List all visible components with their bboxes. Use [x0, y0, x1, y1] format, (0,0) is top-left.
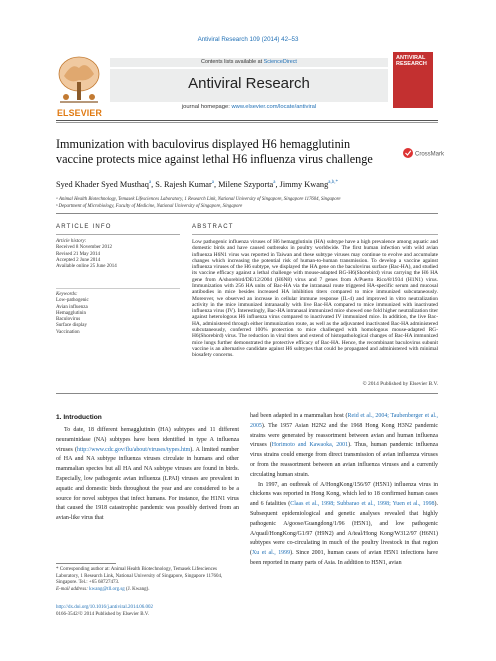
homepage-link[interactable]: www.elsevier.com/locate/antiviral	[231, 104, 317, 110]
affiliation-a: ᵃ Animal Health Biotechnology, Temasek Lifesciences Laboratory, 1 Research Link, National University of Singapore, Singapore 117604, Singapore	[56, 197, 341, 202]
author-name[interactable]: Syed Khader Syed Musthaq	[56, 180, 149, 189]
abstract-text: Low pathogenic influenza viruses of H6 hemagglutinin (HA) subtype have a high prevalence among aquatic and domestic birds and have caused outbreaks in poultry worldwide. The first human infection with wild avian influenza H6N1 virus was reported in Taiwan and these subtype viruses may continue to evolve and accumulate changes which increasing the potential risk of human-to-human transmission. To develop a vaccine against influenza viruses of the H6 subtype, we displayed the HA gene on the baculovirus surface (Bac-HA), and studied its vaccine efficacy against a lethal challenge with mouse-adapted RG-H6(Shorebird) virus carrying the H6 HA gene from A/shorebird/DE/12/2004 (H6N8) virus and 7 genes from A/Puerto Rico/8/1934 (H1N1) virus. Immunization with 256 HA units of Bac-HA via the intranasal route triggered HA-specific serum and mucosal antibodies in mice besides increased HA inhibition titers compared to mice immunized subcutaneously. Moreover, we observed an increase in cellular immune response (IL-4) and improved in vitro neutralization activity in the mice immunized intranasally with live Bac-HA compared to mice immunized with inactivated influenza virus (IV). Interestingly, Bac-HA intranasal immunized mice showed one fold higher neutralization titer against heterologous H6 influenza virus compared to inactivated IV immunized mice. In addition, the live Bac-HA, administered through either immunization route, as well as the adjuvanted inactivated Bac-HA administered subcutaneously, conferred 100% protection to mice challenged with homologous mouse-adapted RG-H6(Shorebird) virus. The reduction in viral titers and extend of histopathological changes of Bac-HA immunized mice lungs further demonstrated the protective efficacy of Bac-HA. Hence, the recombinant baculovirus subunit vaccine is an alternative candidate against H6 subtypes that could be propagated and administered with minimal biosafety concerns.	[192, 239, 438, 359]
author-list: Syed Khader Syed Musthaq$^a$, S. Rajesh Kumar$^a$, Milene Szyporta$^a$, Jimmy Kwang$^{a,b,*}$	[56, 180, 338, 189]
issn-line: 0166-3542/© 2014 Published by Elsevier B.V.	[56, 611, 150, 617]
history-item: Accepted 2 June 2014	[56, 257, 101, 263]
intro-paragraph-continued	[250, 412, 438, 481]
introduction-heading: 1. Introduction	[56, 414, 102, 421]
body-column-right	[250, 412, 438, 569]
doi-block	[56, 605, 239, 618]
elsevier-tree-logo	[52, 52, 107, 108]
journal-title: Antiviral Research	[188, 75, 310, 92]
keywords	[56, 292, 180, 336]
journal-citation[interactable]: Antiviral Research 109 (2014) 42–53	[197, 36, 299, 43]
keywords-rule	[56, 288, 180, 289]
keywords-label: Keywords:	[56, 292, 78, 297]
sciencedirect-link[interactable]: ScienceDirect	[263, 59, 297, 65]
journal-homepage	[110, 104, 388, 110]
reference-link[interactable]: Reid et al., 2004; Taubenberger et al., 2005	[250, 413, 438, 429]
author-affil-mark: a	[273, 180, 276, 186]
keyword: Low-pathogenic	[56, 298, 89, 304]
history-label: Article history:	[56, 239, 87, 244]
email-suffix: (J. Kwang).	[124, 586, 150, 592]
header-rule-thin	[56, 122, 438, 123]
contents-prefix: Contents lists available at	[201, 59, 264, 65]
paragraph-text: ). Thus, human pandemic influenza virus strains could emerge from direct transmission of avian influenza viruses or from the reassortment between an avian influenza viruses and a currently circulating human strain.	[250, 442, 438, 478]
email-link[interactable]: kwang@tll.org.sg	[89, 586, 125, 592]
reference-link[interactable]: Horimoto and Kawaoka, 2001	[271, 442, 349, 449]
email-label: E-mail address:	[56, 586, 90, 592]
history-item: Revised 21 May 2014	[56, 251, 101, 257]
author-name[interactable]: Milene Szyporta	[218, 180, 274, 189]
paragraph-text: ). Since 2001, human cases of avian H5N1 infections have been reported in many parts of Asia. In addition to H5N1, avian	[250, 550, 439, 566]
reference-link[interactable]: http://www.cdc.gov/flu/about/viruses/types.htm	[77, 446, 191, 453]
paragraph-text: ). A limited number of HA and NA subtype influenza viruses circulate in humans and other mammalian species but all HA and NA subtype viruses are found in birds. Especially, low pathogenic avian influenza (LPAI) viruses are prevalent in aquatic and domestic birds throughout the year and are considered to be a source for novel subtypes that infect humans. For instance, the H1N1 virus that caused the 1918 catastrophic pandemic was possibly derived from an avian-like virus that	[56, 446, 239, 522]
copyright-notice: © 2014 Published by Elsevier B.V.	[362, 381, 438, 387]
paragraph-text: ). Subsequent epidemiological and genetic analyses revealed that highly pathogenic A/goose/Guangdong/1/96 (H5N1), and low pathogenic A/quail/HongKong/G1/97 (H9N2) and A/teal/Hong Kong/W312/97 (H6N1) subtypes were co-circulating in much of the poultry livestock in that region (	[250, 501, 438, 557]
crossmark-badge[interactable]	[402, 146, 445, 158]
author-affil-mark: a,b,*	[328, 180, 338, 186]
author-affil-mark: a	[211, 180, 214, 186]
paragraph-text: To date, 18 different hemagglutinin (HA) subtypes and 11 different neuraminidase (NA) subtypes have been identified in type A influenza viruses (	[56, 427, 239, 453]
article-title: Immunization with baculovirus displayed H6 hemagglutinin vaccine protects mice against lethal H6 influenza virus challenge	[56, 137, 373, 166]
section-rule	[56, 213, 438, 214]
history-item: Received 8 November 2012	[56, 245, 112, 251]
keyword: Vaccination	[56, 329, 80, 335]
author-name[interactable]: S. Rajesh Kumar	[155, 180, 212, 189]
keyword: Hemagglutinin	[56, 310, 86, 316]
keyword: Surface display	[56, 323, 87, 329]
footnote-rule	[56, 563, 116, 564]
header-rule	[56, 120, 438, 121]
keyword: Avian influenza	[56, 304, 88, 310]
paragraph-text: ). The 1957 Asian H2N2 and the 1968 Hong Kong H3N2 pandemic strains were generated by reassortment between avian and human influenza viruses (	[250, 422, 438, 449]
cover-title: ANTIVIRAL RESEARCH	[396, 55, 427, 67]
keyword: Baculovirus	[56, 317, 81, 323]
publisher-name: ELSEVIER	[56, 108, 103, 118]
intro-paragraph	[56, 426, 239, 524]
article-info-heading: ARTICLE INFO	[56, 224, 112, 230]
crossmark-label: CrossMark	[415, 151, 445, 158]
article-history	[56, 239, 180, 270]
contents-line	[110, 58, 388, 67]
paragraph-text: had been adapted in a mammalian host (	[250, 413, 348, 419]
doi-link[interactable]: http://dx.doi.org/10.1016/j.antiviral.2014.06.002	[56, 605, 153, 610]
affiliation-b: ᵇ Department of Microbiology, Faculty of Medicine, National University of Singapore, Singapore	[56, 204, 243, 209]
corresponding-author-note: * Corresponding author at: Animal Health Biotechnology, Temasek Lifesciences Laboratory, 1 Research Link, National University of Singapore, Singapore 117604, Singapore. Tel.: +65 68727473.	[56, 567, 223, 586]
reference-link[interactable]: Xu et al., 1999	[251, 550, 291, 557]
paragraph-text: In 1997, an outbreak of A/HongKong/156/97 (H5N1) influenza virus in chickens was reported in Hong Kong, which led to 18 confirmed human cases and 6 fatalities (	[250, 481, 438, 508]
footnote	[56, 567, 239, 593]
history-item: Available online 25 June 2014	[56, 264, 117, 270]
author-name[interactable]: Jimmy Kwang	[279, 180, 329, 189]
article-info-rule	[56, 234, 180, 235]
abstract-rule	[192, 234, 438, 235]
reference-link[interactable]: Claas et al., 1998; Subbarao et al., 1998; Yuen et al., 1998	[290, 501, 435, 508]
body-rule	[56, 393, 438, 394]
homepage-prefix: journal homepage:	[181, 104, 232, 110]
intro-paragraph-2	[250, 481, 438, 569]
abstract-heading: ABSTRACT	[192, 224, 234, 230]
author-affil-mark: a	[148, 180, 152, 186]
body-column-left	[56, 426, 239, 524]
email-line	[56, 587, 239, 594]
